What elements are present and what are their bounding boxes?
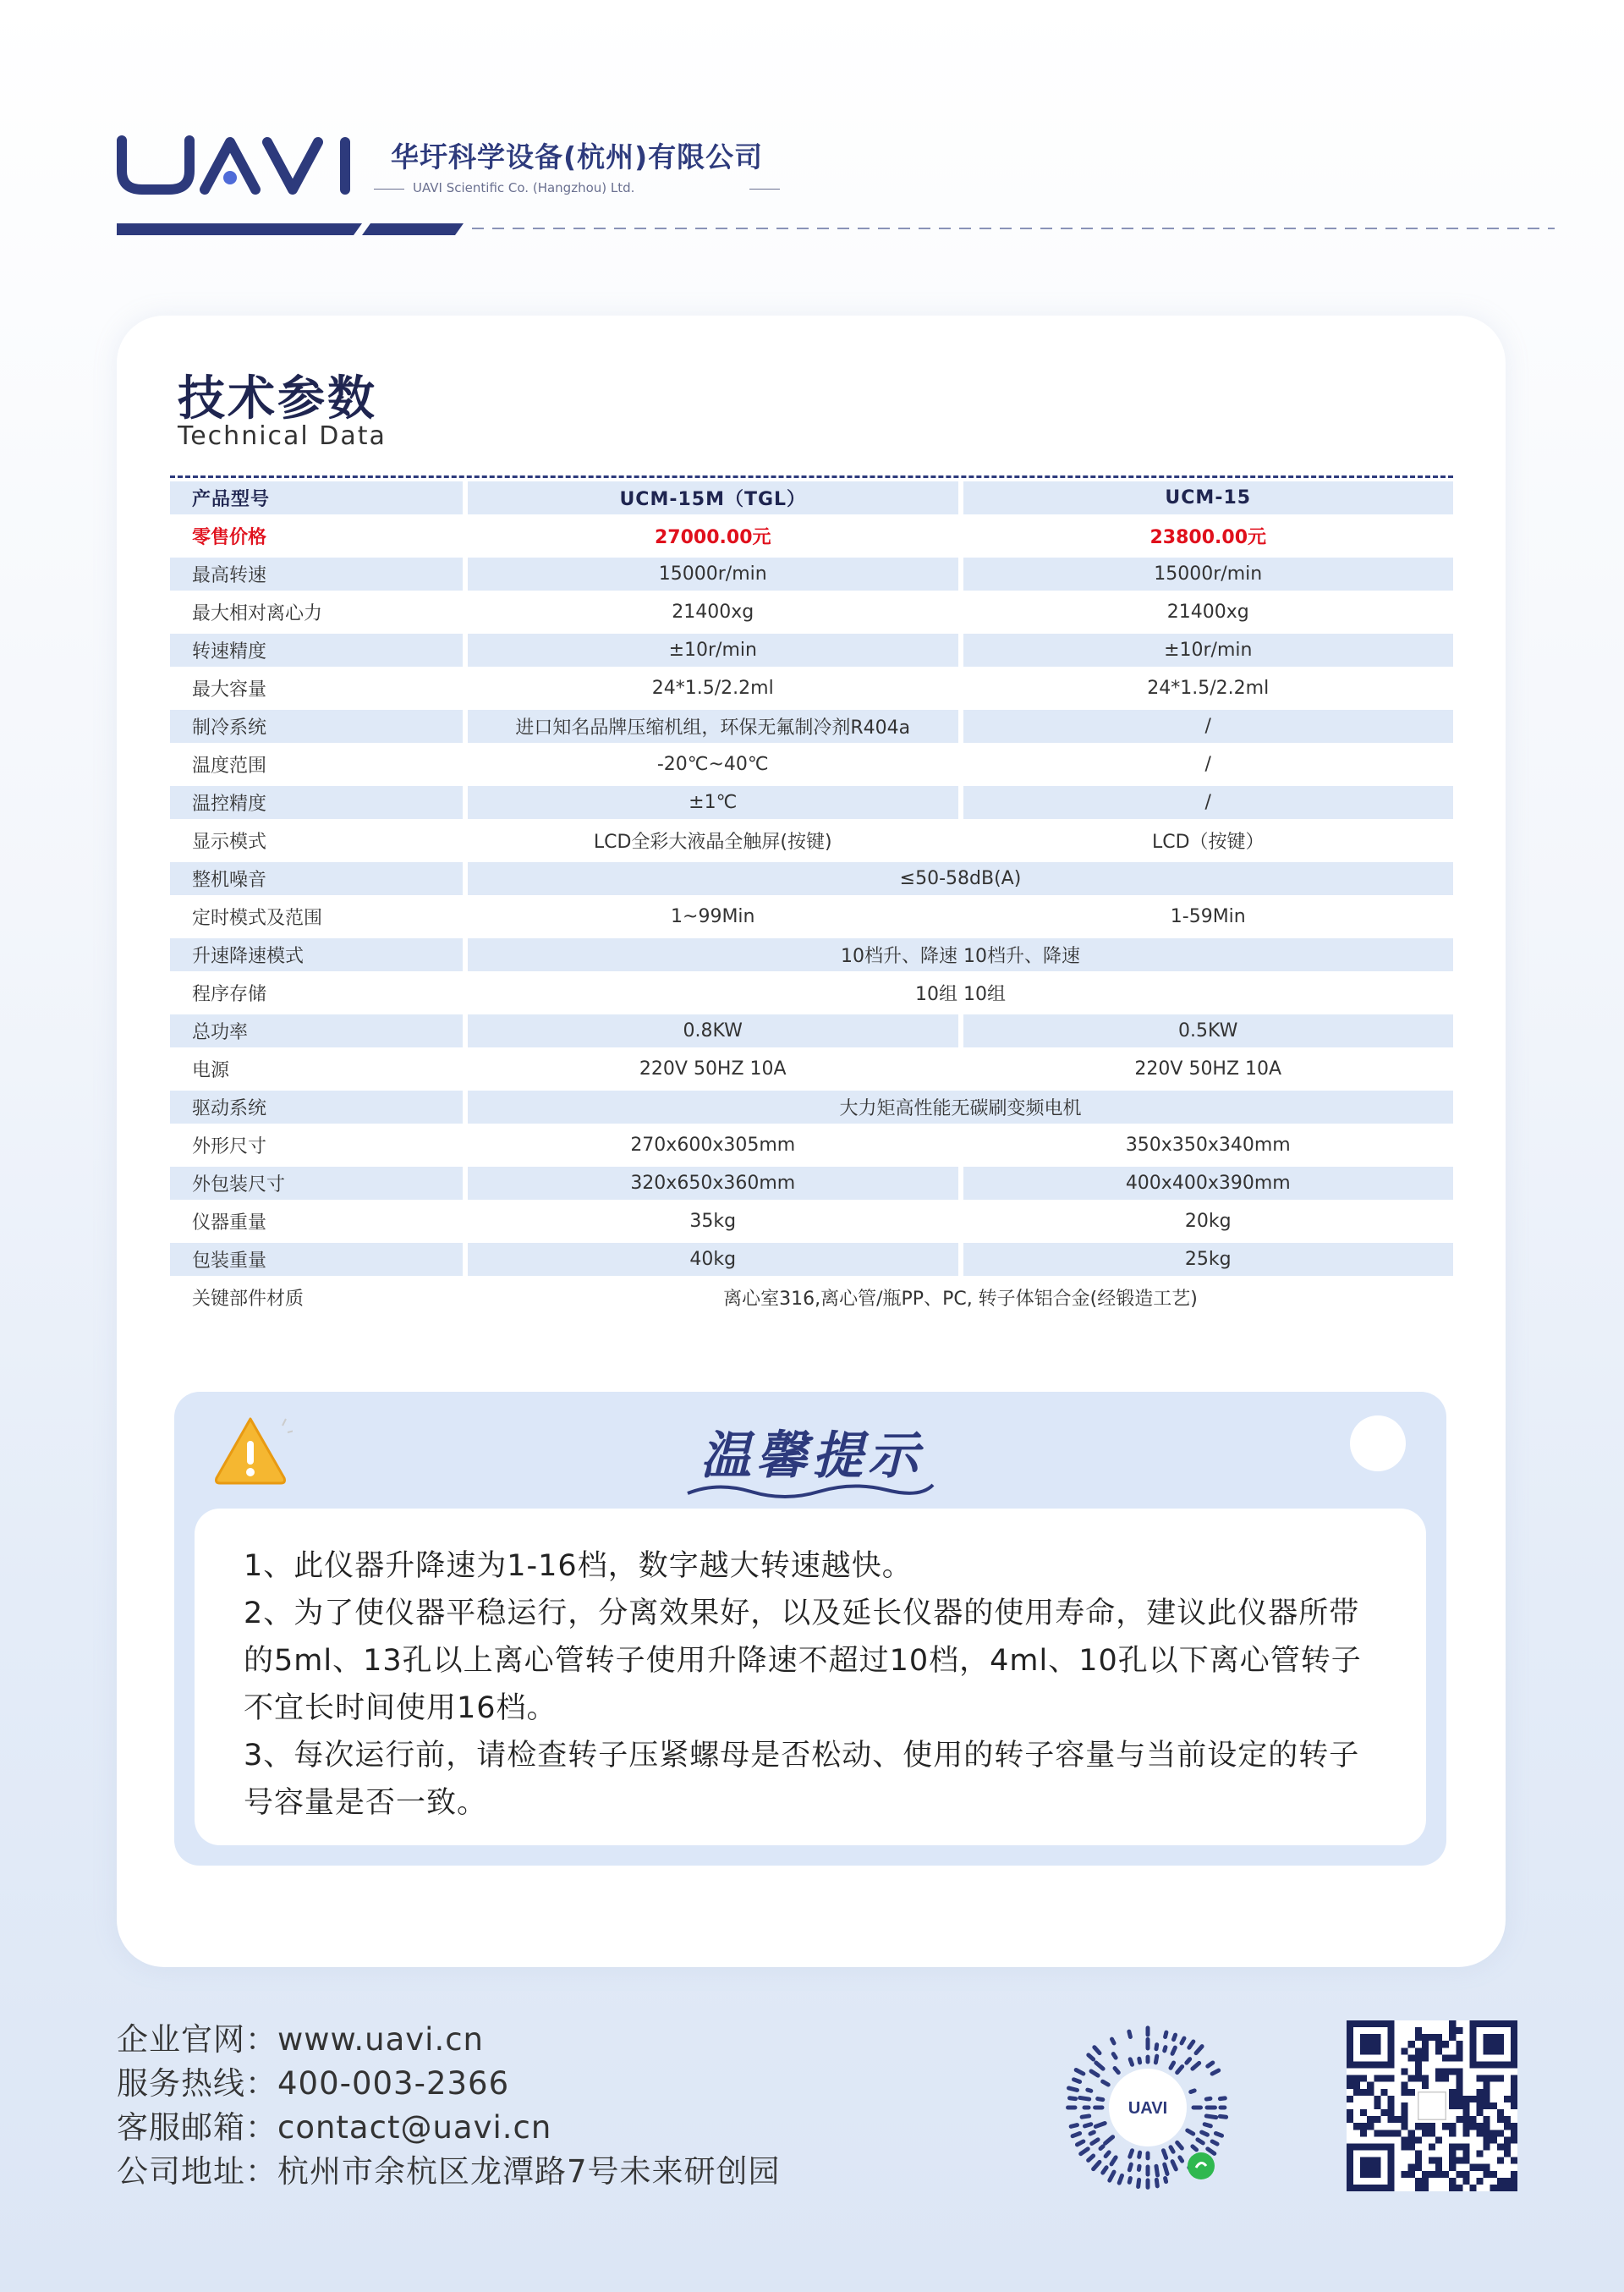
company-name-block	[391, 135, 763, 195]
company-name-cn: 华圩科学设备(杭州)有限公司	[391, 140, 764, 173]
spec-label: 关键部件材质	[192, 1289, 304, 1310]
table-header-label: 产品型号	[170, 481, 463, 514]
spec-table	[165, 476, 1458, 1319]
spec-value-merged: 离心室316,离心管/瓶PP、PC, 转子体铝合金(经锻造工艺)	[723, 1289, 1198, 1310]
spec-value-b: 24*1.5/2.2ml	[1147, 678, 1270, 699]
spec-label: 升速降速模式	[170, 938, 463, 971]
spec-value-b: 20kg	[1184, 1211, 1232, 1232]
contact-info	[117, 2018, 781, 2194]
spec-value-a: 220V 50HZ 10A	[639, 1058, 787, 1080]
table-row	[170, 1243, 1453, 1276]
spec-value-a: 进口知名品牌压缩机组，环保无氟制冷剂R404a	[468, 710, 958, 743]
spec-value-a: 40kg	[468, 1243, 958, 1276]
spec-value-b: 25kg	[963, 1243, 1454, 1276]
spec-value-a: 1~99Min	[671, 906, 755, 927]
spec-value-merged: ≤50-58dB(A)	[468, 862, 1453, 895]
spec-value-merged: 10档升、降速 10档升、降速	[468, 938, 1453, 971]
qr-code-icon[interactable]	[1347, 2020, 1517, 2191]
spec-value-b: 350x350x340mm	[1125, 1135, 1291, 1156]
table-row	[170, 900, 1453, 933]
spec-label: 程序存储	[192, 984, 267, 1005]
tips-title-wave	[683, 1478, 937, 1503]
tips-panel	[174, 1392, 1446, 1866]
spec-value-b: 400x400x390mm	[963, 1167, 1454, 1200]
spec-value-a: 35kg	[689, 1211, 737, 1232]
spec-label: 温控精度	[170, 786, 463, 819]
spec-value-b: 0.5KW	[963, 1014, 1454, 1047]
table-header-model-b: UCM-15	[963, 481, 1454, 514]
table-row	[170, 558, 1453, 591]
tip-item: 2、为了使仪器平稳运行，分离效果好，以及延长仪器的使用寿命，建议此仪器所带的5ml、13孔以上离心管转子使用升降速不超过10档，4ml、10孔以下离心管转子不宜长时间使用16档。	[244, 1597, 1362, 1725]
company-logo	[117, 135, 370, 195]
spec-label: 总功率	[170, 1014, 463, 1047]
spec-value-merged: 10组 10组	[915, 984, 1006, 1005]
table-row	[170, 672, 1453, 705]
spec-value-a: 15000r/min	[468, 558, 958, 591]
table-header-model-a: UCM-15M（TGL）	[468, 481, 958, 514]
table-row	[170, 596, 1453, 629]
table-row	[170, 634, 1453, 667]
spec-value-b: /	[963, 786, 1454, 819]
table-row	[170, 1014, 1453, 1047]
website-line: 企业官网：www.uavi.cn	[117, 2021, 485, 2058]
header-divider	[117, 223, 1555, 240]
spec-label: 最大容量	[192, 679, 267, 701]
spec-value-b: 15000r/min	[963, 558, 1454, 591]
spec-value-a: LCD全彩大液晶全触屏(按键)	[593, 832, 832, 853]
spec-table-wrapper	[170, 475, 1453, 1314]
spec-label: 外包装尺寸	[170, 1167, 463, 1200]
price-label: 零售价格	[192, 527, 267, 548]
spec-value-a: 21400xg	[672, 602, 754, 623]
hotline-line: 服务热线：400-003-2366	[117, 2065, 510, 2102]
spec-value-a: 24*1.5/2.2ml	[651, 678, 774, 699]
table-row	[170, 862, 1453, 895]
spec-value-b: /	[963, 710, 1454, 743]
spec-value-b: LCD（按键）	[1151, 832, 1265, 853]
section-subtitle: Technical Data	[178, 421, 387, 451]
spec-label: 显示模式	[192, 832, 267, 853]
spec-label: 包装重量	[170, 1243, 463, 1276]
spec-label: 整机噪音	[170, 862, 463, 895]
table-row	[170, 1091, 1453, 1124]
table-row	[170, 481, 1453, 514]
section-title: 技术参数	[178, 371, 377, 426]
table-row	[170, 786, 1453, 819]
warning-icon	[208, 1409, 293, 1493]
table-row	[170, 1053, 1453, 1086]
spec-label: 温度范围	[192, 756, 267, 777]
table-row	[170, 1281, 1453, 1314]
spec-value-a: 0.8KW	[468, 1014, 958, 1047]
spec-label: 外形尺寸	[192, 1136, 267, 1157]
table-row	[170, 748, 1453, 781]
spec-value-a: ±1℃	[468, 786, 958, 819]
spec-value-b: 21400xg	[1166, 602, 1249, 623]
table-row	[170, 710, 1453, 743]
tips-decor-dot	[1350, 1415, 1406, 1471]
spec-value-merged: 大力矩高性能无碳刷变频电机	[468, 1091, 1453, 1124]
tip-item: 3、每次运行前，请检查转子压紧螺母是否松动、使用的转子容量与当前设定的转子号容量是否一致。	[244, 1739, 1360, 1820]
table-row	[170, 938, 1453, 971]
table-row	[170, 1167, 1453, 1200]
technical-data-card	[117, 316, 1506, 1967]
spec-value-a: 270x600x305mm	[630, 1135, 796, 1156]
tips-title: 温馨提示	[700, 1426, 924, 1486]
address-line: 公司地址：杭州市余杭区龙潭路7号未来研创园	[117, 2153, 781, 2190]
mini-program-code-icon[interactable]	[1059, 2019, 1237, 2196]
spec-value-a: ±10r/min	[468, 634, 958, 667]
spec-value-b: ±10r/min	[963, 634, 1454, 667]
company-name-en: UAVI Scientific Co. (Hangzhou) Ltd.	[391, 180, 763, 195]
tips-content	[195, 1509, 1426, 1845]
spec-label: 最大相对离心力	[192, 603, 323, 624]
price-value-b: 23800.00元	[1149, 527, 1266, 548]
table-row	[170, 519, 1453, 552]
spec-value-b: /	[1204, 754, 1211, 775]
table-row	[170, 824, 1453, 857]
spec-label: 最高转速	[170, 558, 463, 591]
mini-code-logo: UAVI	[1127, 2099, 1168, 2118]
spec-label: 转速精度	[170, 634, 463, 667]
tip-item: 1、此仪器升降速为1-16档，数字越大转速越快。	[244, 1549, 913, 1583]
spec-value-b: 1-59Min	[1170, 906, 1246, 927]
spec-value-a: -20℃~40℃	[656, 754, 769, 775]
price-value-a: 27000.00元	[654, 527, 771, 548]
spec-label: 仪器重量	[192, 1212, 267, 1234]
spec-label: 定时模式及范围	[192, 908, 323, 929]
spec-label: 电源	[192, 1060, 230, 1081]
spec-label: 驱动系统	[170, 1091, 463, 1124]
spec-value-b: 220V 50HZ 10A	[1134, 1058, 1282, 1080]
table-row	[170, 976, 1453, 1009]
spec-value-a: 320x650x360mm	[468, 1167, 958, 1200]
uavi-logo-mark	[117, 135, 370, 195]
spec-label: 制冷系统	[170, 710, 463, 743]
email-line: 客服邮箱：contact@uavi.cn	[117, 2109, 552, 2146]
table-row	[170, 1129, 1453, 1162]
table-row	[170, 1205, 1453, 1238]
